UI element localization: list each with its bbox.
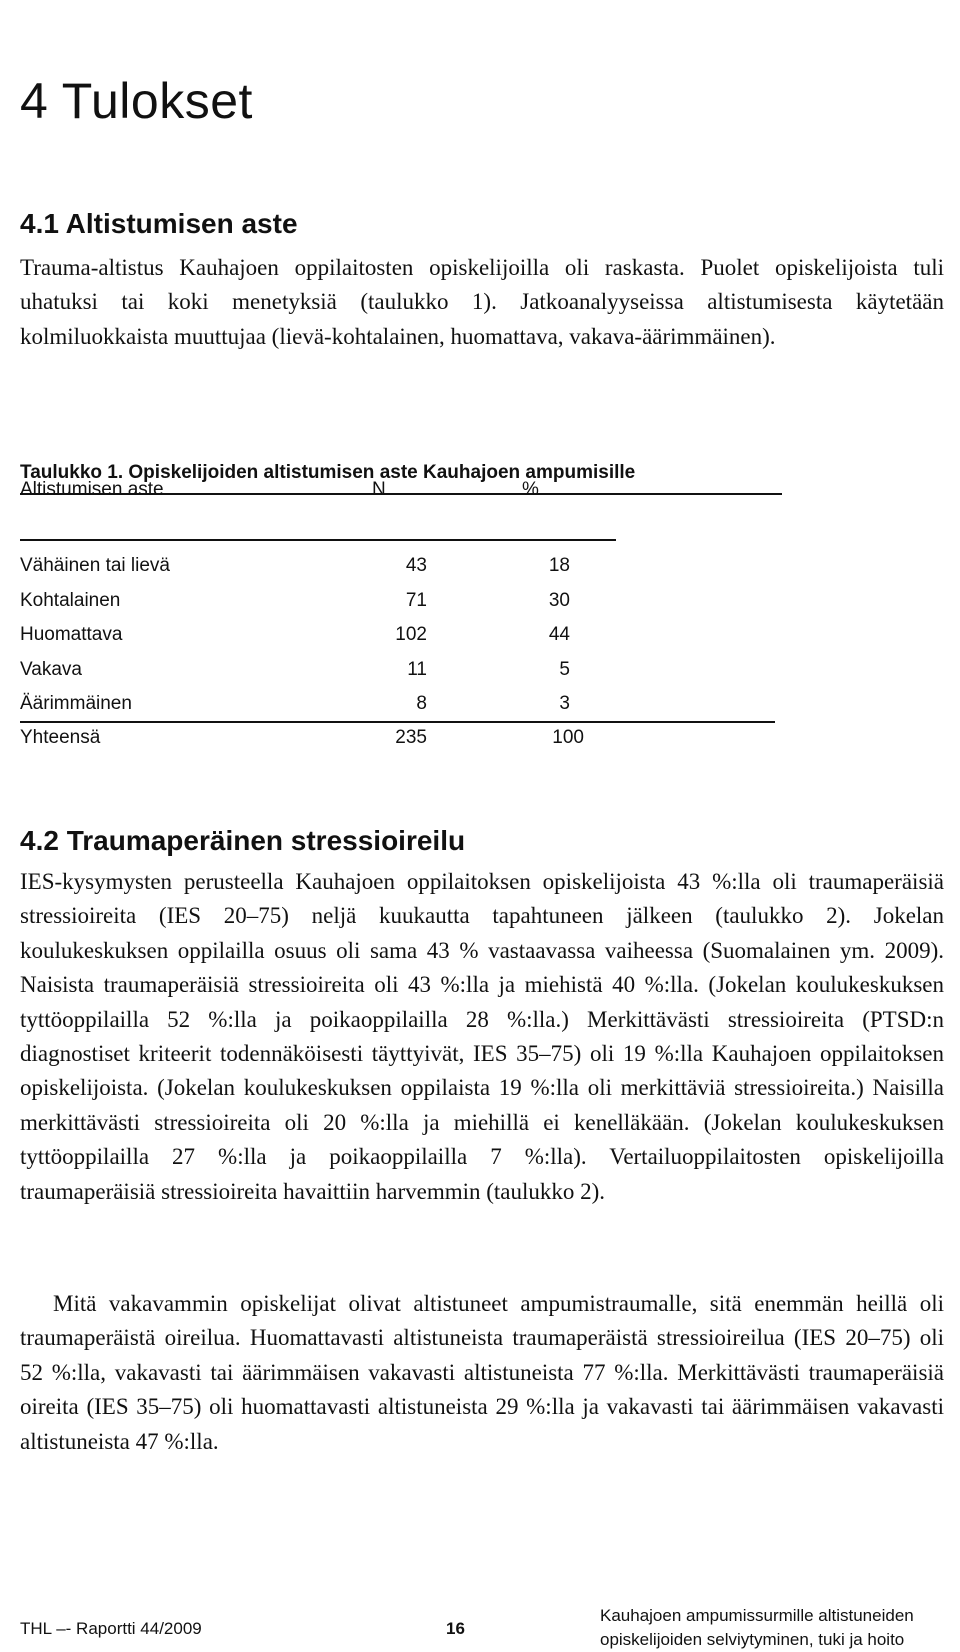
row-pct: 44 (548, 624, 570, 645)
section-4-2-paragraph-1: IES-kysymysten perusteella Kauhajoen oppilaitoksen opiskelijoista 43 %:lla oli traumaperäisiä stressioireita (IES 20–75) neljä kuukautta tapahtuneen jälkeen (taulukko 2). Jokelan koulukeskuksen oppilailla osuus oli sama 43 % vastaavassa vaiheessa (Suomalainen ym. 2009). Naisista traumaperäisiä stressioireita oli 43 %:lla ja miehistä 40 %:lla. (Jokelan koulukeskuksen tyttöoppilailla 52 %:lla ja poikaoppilailla 28 %:lla.) Merkittävästi stressioireita (PTSD:n diagnostiset kriteerit todennäköisesti täyttyivät, IES 35–75) oli 19 %:lla Kauhajoen oppilaitoksen opiskelijoista. (Jokelan koulukeskuksen oppilaista 19 %:lla oli merkittäviä stressioireita.) Naisilla merkittävästi stressioireita oli 20 %:lla ja miehillä ei kenelläkään. (Jokelan koulukeskuksen tyttöoppilailla 27 %:lla ja poikaoppilailla 7 %:lla). Vertailuoppilaitosten opiskelijoilla traumaperäisiä stressioireita havaittiin harvemmin (taulukko 2). (20, 869, 944, 1204)
row-label: Kohtalainen (20, 590, 121, 611)
total-label: Yhteensä (20, 727, 101, 748)
page-title: 4 Tulokset (20, 73, 253, 129)
row-n: 8 (416, 693, 427, 714)
table-header-label: Altistumisen aste (20, 479, 164, 500)
table-header-rule (20, 539, 616, 541)
table-caption-label: Taulukko 1. (20, 462, 124, 483)
page-number: 16 (446, 1619, 465, 1638)
row-n: 11 (407, 659, 427, 680)
row-pct: 3 (559, 693, 570, 714)
row-pct: 18 (548, 555, 570, 576)
table-header-pct: % (522, 479, 539, 500)
section-heading-4-1: 4.1 Altistumisen aste (20, 208, 298, 239)
footer-title-line-2: opiskelijoiden selviytyminen, tuki ja hoito (600, 1630, 905, 1649)
row-label: Äärimmäinen (20, 693, 132, 714)
row-label: Vakava (20, 659, 82, 680)
table-caption-text: Opiskelijoiden altistumisen aste Kauhajoen ampumisille (128, 462, 636, 483)
footer-report-id: THL –- Raportti 44/2009 (20, 1619, 202, 1638)
section-4-2-paragraph-2: Mitä vakavammin opiskelijat olivat altistuneet ampumistraumalle, sitä enemmän heillä oli traumaperäistä oireilua. Huomattavasti altistuneista traumaperäistä stressioireilua (IES 20–75) oli 52 %:lla, vakavasti tai äärimmäisen vakavasti altistuneista 77 %:lla. Merkittävästi traumaperäisiä oireita (IES 35–75) oli huomattavasti altistuneista 29 %:lla ja vakavasti tai äärimmäisen vakavasti altistuneista 47 %:lla. (20, 1291, 944, 1454)
total-n: 235 (395, 727, 427, 748)
row-label: Vähäinen tai lievä (20, 555, 170, 576)
row-n: 43 (405, 555, 427, 576)
row-n: 102 (395, 624, 427, 645)
row-pct: 30 (548, 590, 570, 611)
section-4-1-paragraph: Trauma-altistus Kauhajoen oppilaitosten opiskelijoilla oli raskasta. Puolet opiskelijoista tuli uhatuksi tai koki menetyksiä (taulukko 1). Jatkoanalyyseissa altistumisesta käytetään kolmiluokkaista muuttujaa (lievä-kohtalainen, huomattava, vakava-äärimmäinen). (20, 255, 944, 349)
row-pct: 5 (559, 659, 570, 680)
footer-title-line-1: Kauhajoen ampumissurmille altistuneiden (600, 1606, 914, 1625)
section-heading-4-2: 4.2 Traumaperäinen stressioireilu (20, 825, 466, 856)
total-pct: 100 (552, 727, 584, 748)
footer-report-title (600, 1604, 914, 1652)
row-label: Huomattava (20, 624, 123, 645)
table-header-n: N (372, 479, 386, 500)
table-bottom-rule (20, 721, 775, 723)
row-n: 71 (405, 590, 427, 611)
